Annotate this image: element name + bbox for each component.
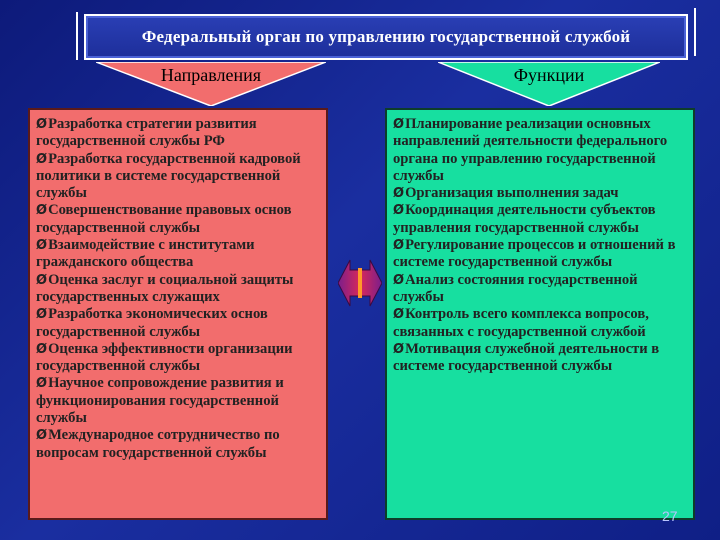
bullet-arrow-icon: Ø bbox=[36, 428, 48, 444]
list-item: ØВзаимодействие с институтами гражданского общества bbox=[36, 237, 255, 271]
list-item: ØРегулирование процессов и отношений в системе государственной службы bbox=[393, 237, 676, 271]
list-item: ØСовершенствование правовых основ государственной службы bbox=[36, 202, 292, 236]
bullet-arrow-icon: Ø bbox=[393, 186, 405, 202]
list-item: ØОценка эффективности организации государственной службы bbox=[36, 340, 293, 375]
bullet-arrow-icon: Ø bbox=[36, 151, 48, 167]
list-item: ØМотивация служебной деятельности в системе государственной службы bbox=[393, 340, 660, 375]
title-banner bbox=[84, 14, 688, 60]
bullet-arrow-icon: Ø bbox=[393, 341, 405, 357]
list-item: ØМеждународное сотрудничество по вопросам государственной службы bbox=[36, 427, 280, 461]
bullet-arrow-icon: Ø bbox=[393, 272, 405, 288]
directions-label: Направления bbox=[160, 65, 262, 85]
bullet-arrow-icon: Ø bbox=[36, 203, 48, 219]
bullet-arrow-icon: Ø bbox=[36, 238, 48, 254]
bullet-arrow-icon: Ø bbox=[393, 203, 405, 219]
bullet-arrow-icon: Ø bbox=[393, 238, 405, 254]
directions-list bbox=[36, 116, 320, 462]
list-item: ØРазработка государственной кадровой политики в системе государственной службы bbox=[36, 150, 301, 202]
list-item: ØНаучное сопровождение развития и функционирования государственной службы bbox=[36, 375, 284, 427]
bullet-arrow-icon: Ø bbox=[36, 376, 48, 392]
list-item: ØРазработка стратегии развития государственной службы РФ bbox=[36, 116, 257, 150]
bullet-arrow-icon: Ø bbox=[36, 272, 48, 288]
list-item: ØКонтроль всего комплекса вопросов, связанных с государственной службой bbox=[393, 306, 649, 340]
double-arrow-icon bbox=[338, 256, 382, 310]
bullet-arrow-icon: Ø bbox=[36, 307, 48, 323]
list-item: ØКоординация деятельности субъектов управления государственной службы bbox=[393, 202, 656, 236]
functions-label: Функции bbox=[513, 65, 585, 85]
directions-header bbox=[96, 62, 326, 106]
bullet-arrow-icon: Ø bbox=[393, 117, 405, 132]
page-number: 27 bbox=[662, 508, 678, 524]
list-item: ØОрганизация выполнения задач bbox=[393, 185, 619, 202]
page-title: Федеральный орган по управлению государственной службой bbox=[141, 27, 631, 46]
list-item: ØПланирование реализации основных направлений деятельности федерального органа по управлению государственной службы bbox=[393, 116, 668, 184]
bullet-arrow-icon: Ø bbox=[36, 117, 48, 132]
list-item: ØРазработка экономических основ государственной службы bbox=[36, 306, 268, 340]
functions-panel bbox=[385, 108, 695, 520]
directions-panel bbox=[28, 108, 328, 520]
list-item: ØОценка заслуг и социальной защиты государственных служащих bbox=[36, 271, 294, 305]
bullet-arrow-icon: Ø bbox=[393, 307, 405, 323]
functions-list bbox=[393, 116, 687, 375]
bullet-arrow-icon: Ø bbox=[36, 341, 48, 357]
list-item: ØАнализ состояния государственной службы bbox=[393, 271, 638, 305]
functions-header bbox=[438, 62, 660, 106]
